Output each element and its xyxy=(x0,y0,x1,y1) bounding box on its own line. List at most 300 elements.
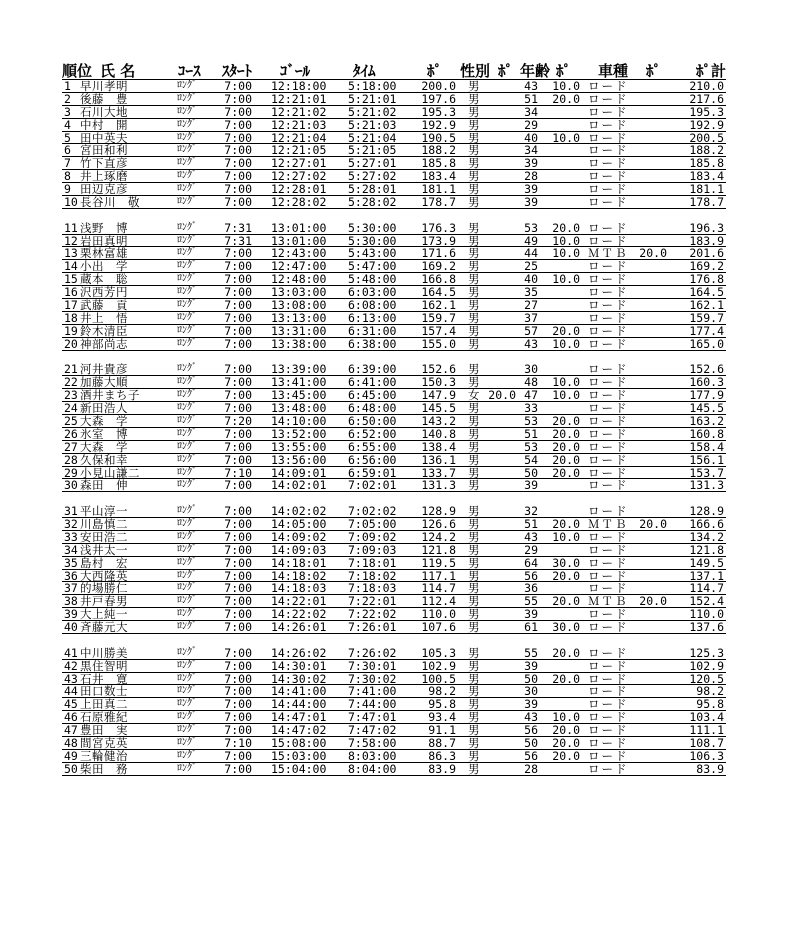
age-cell: 27 xyxy=(524,298,538,313)
time-cell: 7:58:00 xyxy=(348,736,397,751)
bike-cell: ロード xyxy=(588,620,629,635)
bike-cell: ＭＴＢ xyxy=(588,246,629,261)
age-cell: 44 xyxy=(524,246,538,261)
total-cell: 102.9 xyxy=(689,658,724,673)
bike-cell: ロード xyxy=(588,504,629,519)
goal-cell: 14:41:00 xyxy=(271,684,327,699)
start-cell: 7:00 xyxy=(224,323,252,338)
rank-cell: 6 xyxy=(64,143,71,158)
points-cell: 169.2 xyxy=(421,259,456,274)
goal-cell: 14:26:01 xyxy=(271,620,327,635)
bike-cell: ロード xyxy=(588,143,629,158)
age-points-cell: 10.0 xyxy=(552,233,580,248)
name-cell: 石川大地 xyxy=(80,104,128,119)
start-cell: 7:00 xyxy=(224,645,252,660)
points-cell: 136.1 xyxy=(421,452,456,467)
name-cell: 小出 学 xyxy=(80,259,128,274)
sex-cell: 男 xyxy=(468,594,480,609)
course-cell: ﾛﾝｸﾞ xyxy=(177,273,197,285)
points-cell: 133.7 xyxy=(421,465,456,480)
points-cell: 124.2 xyxy=(421,529,456,544)
bike-cell: ロード xyxy=(588,645,629,660)
age-points-cell: 20.0 xyxy=(552,323,580,338)
age-points-cell: 20.0 xyxy=(552,594,580,609)
course-cell: ﾛﾝｸﾞ xyxy=(177,698,197,710)
points-cell: 131.3 xyxy=(421,478,456,493)
age-cell: 29 xyxy=(524,117,538,132)
course-cell: ﾛﾝｸﾞ xyxy=(177,466,197,478)
total-cell: 153.7 xyxy=(689,465,724,480)
course-cell: ﾛﾝｸﾞ xyxy=(177,453,197,465)
start-cell: 7:00 xyxy=(224,169,252,184)
bike-cell: ロード xyxy=(588,79,629,93)
points-cell: 110.0 xyxy=(421,607,456,622)
start-cell: 7:10 xyxy=(224,465,252,480)
total-cell: 98.2 xyxy=(696,684,724,699)
goal-cell: 13:56:00 xyxy=(271,452,327,467)
total-cell: 152.4 xyxy=(689,594,724,609)
table-row xyxy=(62,621,726,634)
course-cell: ﾛﾝｸﾞ xyxy=(177,402,197,414)
time-cell: 5:28:01 xyxy=(348,182,397,197)
start-cell: 7:10 xyxy=(224,736,252,751)
name-cell: 的場勝仁 xyxy=(80,581,128,596)
time-cell: 6:55:00 xyxy=(348,439,397,454)
age-cell: 29 xyxy=(524,542,538,557)
age-cell: 55 xyxy=(524,594,538,609)
sex-cell: 男 xyxy=(468,233,480,248)
age-points-cell: 10.0 xyxy=(552,79,580,93)
points-cell: 183.4 xyxy=(421,169,456,184)
rank-cell: 8 xyxy=(64,169,71,184)
name-cell: 浅野 博 xyxy=(80,220,128,235)
course-cell: ﾛﾝｸﾞ xyxy=(177,131,197,143)
course-cell: ﾛﾝｸﾞ xyxy=(177,286,197,298)
points-cell: 145.5 xyxy=(421,401,456,416)
rank-cell: 32 xyxy=(64,517,78,531)
goal-cell: 13:31:00 xyxy=(271,323,327,338)
time-cell: 7:09:03 xyxy=(348,542,397,557)
age-cell: 30 xyxy=(524,684,538,699)
sex-cell: 男 xyxy=(468,220,480,235)
age-cell: 40 xyxy=(524,130,538,145)
goal-cell: 14:47:01 xyxy=(271,710,327,725)
start-cell: 7:00 xyxy=(224,388,252,403)
sex-cell: 男 xyxy=(468,568,480,583)
name-cell: 井上 悟 xyxy=(80,310,128,325)
course-cell: ﾛﾝｸﾞ xyxy=(177,724,197,736)
rank-cell: 22 xyxy=(64,375,78,390)
start-cell: 7:00 xyxy=(224,671,252,686)
start-cell: 7:00 xyxy=(224,272,252,287)
bike-points-cell: 20.0 xyxy=(639,246,667,261)
bike-cell: ロード xyxy=(588,272,629,287)
table-row xyxy=(62,763,726,776)
total-cell: 95.8 xyxy=(696,697,724,712)
time-cell: 7:02:01 xyxy=(348,478,397,493)
name-cell: 中川勝美 xyxy=(80,645,128,660)
sex-cell: 男 xyxy=(468,504,480,519)
total-cell: 217.6 xyxy=(689,91,724,106)
rank-cell: 15 xyxy=(64,272,78,287)
goal-cell: 14:47:02 xyxy=(271,723,327,738)
course-cell: ﾛﾝｸﾞ xyxy=(177,479,197,491)
time-cell: 7:05:00 xyxy=(348,517,397,531)
sex-cell: 男 xyxy=(468,426,480,441)
start-cell: 7:00 xyxy=(224,620,252,635)
bike-cell: ロード xyxy=(588,478,629,493)
age-points-cell: 10.0 xyxy=(552,246,580,261)
rank-cell: 43 xyxy=(64,671,78,686)
total-cell: 163.2 xyxy=(689,413,724,428)
header-sex: 性別 xyxy=(460,62,491,80)
total-cell: 188.2 xyxy=(689,143,724,158)
age-cell: 34 xyxy=(524,143,538,158)
age-points-cell: 20.0 xyxy=(552,413,580,428)
total-cell: 160.3 xyxy=(689,375,724,390)
age-cell: 54 xyxy=(524,452,538,467)
time-cell: 5:21:03 xyxy=(348,117,397,132)
start-cell: 7:00 xyxy=(224,130,252,145)
course-cell: ﾛﾝｸﾞ xyxy=(177,440,197,452)
start-cell: 7:00 xyxy=(224,761,252,776)
sex-cell: 男 xyxy=(468,542,480,557)
total-cell: 121.8 xyxy=(689,542,724,557)
sex-cell: 男 xyxy=(468,246,480,261)
rank-cell: 36 xyxy=(64,568,78,583)
points-cell: 176.3 xyxy=(421,220,456,235)
start-cell: 7:31 xyxy=(224,220,252,235)
start-cell: 7:20 xyxy=(224,413,252,428)
start-cell: 7:00 xyxy=(224,517,252,531)
time-cell: 7:18:02 xyxy=(348,568,397,583)
name-cell: 浅井太一 xyxy=(80,542,128,557)
course-cell: ﾛﾝｸﾞ xyxy=(177,234,197,246)
bike-cell: ロード xyxy=(588,401,629,416)
bike-cell: ロード xyxy=(588,697,629,712)
time-cell: 7:47:01 xyxy=(348,710,397,725)
sex-cell: 男 xyxy=(468,555,480,570)
total-cell: 177.9 xyxy=(689,388,724,403)
bike-cell: ロード xyxy=(588,761,629,776)
total-cell: 169.2 xyxy=(689,259,724,274)
header-bike: 車種 xyxy=(598,62,629,80)
goal-cell: 14:26:02 xyxy=(271,645,327,660)
bike-cell: ロード xyxy=(588,439,629,454)
start-cell: 7:00 xyxy=(224,91,252,106)
total-cell: 192.9 xyxy=(689,117,724,132)
sex-cell: 男 xyxy=(468,748,480,763)
start-cell: 7:00 xyxy=(224,529,252,544)
age-cell: 50 xyxy=(524,736,538,751)
bike-cell: ロード xyxy=(588,452,629,467)
total-cell: 108.7 xyxy=(689,736,724,751)
total-cell: 128.9 xyxy=(689,504,724,519)
table-row xyxy=(62,518,726,531)
start-cell: 7:00 xyxy=(224,336,252,351)
course-cell: ﾛﾝｸﾞ xyxy=(177,311,197,323)
points-cell: 195.3 xyxy=(421,104,456,119)
goal-cell: 12:28:02 xyxy=(271,195,327,210)
total-cell: 158.4 xyxy=(689,439,724,454)
bike-cell: ロード xyxy=(588,104,629,119)
goal-cell: 14:22:01 xyxy=(271,594,327,609)
bike-cell: ロード xyxy=(588,684,629,699)
time-cell: 6:41:00 xyxy=(348,375,397,390)
course-cell: ﾛﾝｸﾞ xyxy=(177,299,197,311)
rank-cell: 11 xyxy=(64,220,78,235)
name-cell: 斉藤元大 xyxy=(80,620,128,635)
points-cell: 98.2 xyxy=(428,684,456,699)
start-cell: 7:00 xyxy=(224,401,252,416)
goal-cell: 15:04:00 xyxy=(271,761,327,776)
goal-cell: 12:21:03 xyxy=(271,117,327,132)
points-cell: 178.7 xyxy=(421,195,456,210)
total-cell: 166.6 xyxy=(689,517,724,531)
course-cell: ﾛﾝｸﾞ xyxy=(177,505,197,517)
time-cell: 7:02:02 xyxy=(348,504,397,519)
age-points-cell: 20.0 xyxy=(552,748,580,763)
start-cell: 7:00 xyxy=(224,723,252,738)
rank-cell: 27 xyxy=(64,439,78,454)
rank-cell: 17 xyxy=(64,298,78,313)
goal-cell: 14:18:01 xyxy=(271,555,327,570)
points-cell: 185.8 xyxy=(421,156,456,171)
time-cell: 6:45:00 xyxy=(348,388,397,403)
points-cell: 119.5 xyxy=(421,555,456,570)
table-row xyxy=(62,196,726,209)
course-cell: ﾛﾝｸﾞ xyxy=(177,414,197,426)
age-points-cell: 20.0 xyxy=(552,426,580,441)
points-cell: 140.8 xyxy=(421,426,456,441)
header-start: ｽﾀｰﾄ xyxy=(222,62,253,80)
age-cell: 56 xyxy=(524,723,538,738)
name-cell: 島村 宏 xyxy=(80,555,128,570)
course-cell: ﾛﾝｸﾞ xyxy=(177,196,197,208)
total-cell: 145.5 xyxy=(689,401,724,416)
total-cell: 181.1 xyxy=(689,182,724,197)
time-cell: 5:21:04 xyxy=(348,130,397,145)
time-cell: 5:21:02 xyxy=(348,104,397,119)
time-cell: 7:18:03 xyxy=(348,581,397,596)
table-row xyxy=(62,750,726,763)
start-cell: 7:00 xyxy=(224,478,252,493)
age-points-cell: 20.0 xyxy=(552,645,580,660)
goal-cell: 13:45:00 xyxy=(271,388,327,403)
rank-cell: 46 xyxy=(64,710,78,725)
goal-cell: 14:44:00 xyxy=(271,697,327,712)
start-cell: 7:00 xyxy=(224,310,252,325)
rank-cell: 25 xyxy=(64,413,78,428)
name-cell: 黒住智明 xyxy=(80,658,128,673)
course-cell: ﾛﾝｸﾞ xyxy=(177,324,197,336)
name-cell: 加藤大順 xyxy=(80,375,128,390)
points-cell: 147.9 xyxy=(421,388,456,403)
course-cell: ﾛﾝｸﾞ xyxy=(177,170,197,182)
rank-cell: 12 xyxy=(64,233,78,248)
table-row xyxy=(62,80,726,93)
sex-cell: 男 xyxy=(468,401,480,416)
time-cell: 7:26:02 xyxy=(348,645,397,660)
start-cell: 7:00 xyxy=(224,362,252,377)
course-cell: ﾛﾝｸﾞ xyxy=(177,621,197,633)
age-cell: 61 xyxy=(524,620,538,635)
goal-cell: 12:47:00 xyxy=(271,259,327,274)
sex-cell: 男 xyxy=(468,465,480,480)
age-cell: 56 xyxy=(524,748,538,763)
start-cell: 7:00 xyxy=(224,581,252,596)
bike-cell: ＭＴＢ xyxy=(588,594,629,609)
name-cell: 武藤 貢 xyxy=(80,298,128,313)
sex-cell: 男 xyxy=(468,375,480,390)
course-cell: ﾛﾝｸﾞ xyxy=(177,659,197,671)
name-cell: 大森 学 xyxy=(80,413,128,428)
group-spacer xyxy=(62,634,726,647)
total-cell: 137.1 xyxy=(689,568,724,583)
table-row xyxy=(62,119,726,132)
goal-cell: 14:30:01 xyxy=(271,658,327,673)
points-cell: 86.3 xyxy=(428,748,456,763)
name-cell: 新田浩人 xyxy=(80,401,128,416)
results-table xyxy=(62,59,726,776)
goal-cell: 13:55:00 xyxy=(271,439,327,454)
age-cell: 49 xyxy=(524,233,538,248)
age-points-cell: 30.0 xyxy=(552,620,580,635)
time-cell: 7:26:01 xyxy=(348,620,397,635)
points-cell: 100.5 xyxy=(421,671,456,686)
time-cell: 6:52:00 xyxy=(348,426,397,441)
points-cell: 95.8 xyxy=(428,697,456,712)
start-cell: 7:00 xyxy=(224,710,252,725)
sex-cell: 男 xyxy=(468,723,480,738)
name-cell: 蔵本 聡 xyxy=(80,272,128,287)
table-row xyxy=(62,428,726,441)
age-cell: 43 xyxy=(524,79,538,93)
total-cell: 178.7 xyxy=(689,195,724,210)
bike-cell: ロード xyxy=(588,723,629,738)
rank-cell: 45 xyxy=(64,697,78,712)
course-cell: ﾛﾝｸﾞ xyxy=(177,608,197,620)
total-cell: 125.3 xyxy=(689,645,724,660)
age-points-cell: 30.0 xyxy=(552,555,580,570)
start-cell: 7:00 xyxy=(224,684,252,699)
rank-cell: 28 xyxy=(64,452,78,467)
time-cell: 6:31:00 xyxy=(348,323,397,338)
age-cell: 40 xyxy=(524,272,538,287)
bike-cell: ロード xyxy=(588,413,629,428)
age-cell: 37 xyxy=(524,310,538,325)
name-cell: 森田 伸 xyxy=(80,478,128,493)
name-cell: 久保和幸 xyxy=(80,452,128,467)
course-cell: ﾛﾝｸﾞ xyxy=(177,221,197,233)
start-cell: 7:00 xyxy=(224,607,252,622)
sex-cell: 男 xyxy=(468,736,480,751)
bike-cell: ロード xyxy=(588,117,629,132)
bike-cell: ロード xyxy=(588,220,629,235)
sex-cell: 男 xyxy=(468,620,480,635)
points-cell: 171.6 xyxy=(421,246,456,261)
bike-cell: ロード xyxy=(588,233,629,248)
time-cell: 6:03:00 xyxy=(348,285,397,300)
bike-cell: ロード xyxy=(588,362,629,377)
start-cell: 7:00 xyxy=(224,697,252,712)
total-cell: 152.6 xyxy=(689,362,724,377)
rank-cell: 14 xyxy=(64,259,78,274)
table-row xyxy=(62,415,726,428)
rank-cell: 48 xyxy=(64,736,78,751)
bike-cell: ロード xyxy=(588,323,629,338)
course-cell: ﾛﾝｸﾞ xyxy=(177,105,197,117)
points-cell: 102.9 xyxy=(421,658,456,673)
name-cell: 三輪健治 xyxy=(80,748,128,763)
points-cell: 83.9 xyxy=(428,761,456,776)
start-cell: 7:00 xyxy=(224,452,252,467)
points-cell: 192.9 xyxy=(421,117,456,132)
time-cell: 6:48:00 xyxy=(348,401,397,416)
age-points-cell: 20.0 xyxy=(552,736,580,751)
age-cell: 57 xyxy=(524,323,538,338)
bike-cell: ロード xyxy=(588,671,629,686)
age-points-cell: 10.0 xyxy=(552,710,580,725)
sex-cell: 男 xyxy=(468,710,480,725)
total-cell: 196.3 xyxy=(689,220,724,235)
total-cell: 106.3 xyxy=(689,748,724,763)
time-cell: 8:03:00 xyxy=(348,748,397,763)
rank-cell: 10 xyxy=(64,195,78,210)
points-cell: 197.6 xyxy=(421,91,456,106)
bike-cell: ロード xyxy=(588,156,629,171)
name-cell: 岩田真明 xyxy=(80,233,128,248)
total-cell: 165.0 xyxy=(689,336,724,351)
sex-cell: 男 xyxy=(468,169,480,184)
table-row xyxy=(62,531,726,544)
age-points-cell: 20.0 xyxy=(552,568,580,583)
sex-cell: 男 xyxy=(468,259,480,274)
age-cell: 47 xyxy=(524,388,538,403)
sex-cell: 男 xyxy=(468,182,480,197)
goal-cell: 12:21:05 xyxy=(271,143,327,158)
rank-cell: 20 xyxy=(64,336,78,351)
start-cell: 7:00 xyxy=(224,555,252,570)
rank-cell: 21 xyxy=(64,362,78,377)
time-cell: 5:30:00 xyxy=(348,233,397,248)
bike-cell: ロード xyxy=(588,375,629,390)
sex-cell: 男 xyxy=(468,272,480,287)
age-points-cell: 10.0 xyxy=(552,375,580,390)
sex-cell: 男 xyxy=(468,362,480,377)
course-cell: ﾛﾝｸﾞ xyxy=(177,376,197,388)
rank-cell: 47 xyxy=(64,723,78,738)
bike-cell: ロード xyxy=(588,195,629,210)
name-cell: 田口数士 xyxy=(80,684,128,699)
name-cell: 石原雅紀 xyxy=(80,710,128,725)
bike-cell: ロード xyxy=(588,607,629,622)
course-cell: ﾛﾝｸﾞ xyxy=(177,92,197,104)
time-cell: 5:18:00 xyxy=(348,79,397,93)
rank-cell: 29 xyxy=(64,465,78,480)
age-points-cell: 20.0 xyxy=(552,517,580,531)
sex-cell: 男 xyxy=(468,79,480,93)
goal-cell: 13:03:00 xyxy=(271,285,327,300)
rank-cell: 13 xyxy=(64,246,78,261)
rank-cell: 42 xyxy=(64,658,78,673)
sex-cell: 男 xyxy=(468,130,480,145)
points-cell: 143.2 xyxy=(421,413,456,428)
age-cell: 39 xyxy=(524,478,538,493)
age-points-cell: 20.0 xyxy=(552,91,580,106)
rank-cell: 35 xyxy=(64,555,78,570)
age-cell: 28 xyxy=(524,761,538,776)
